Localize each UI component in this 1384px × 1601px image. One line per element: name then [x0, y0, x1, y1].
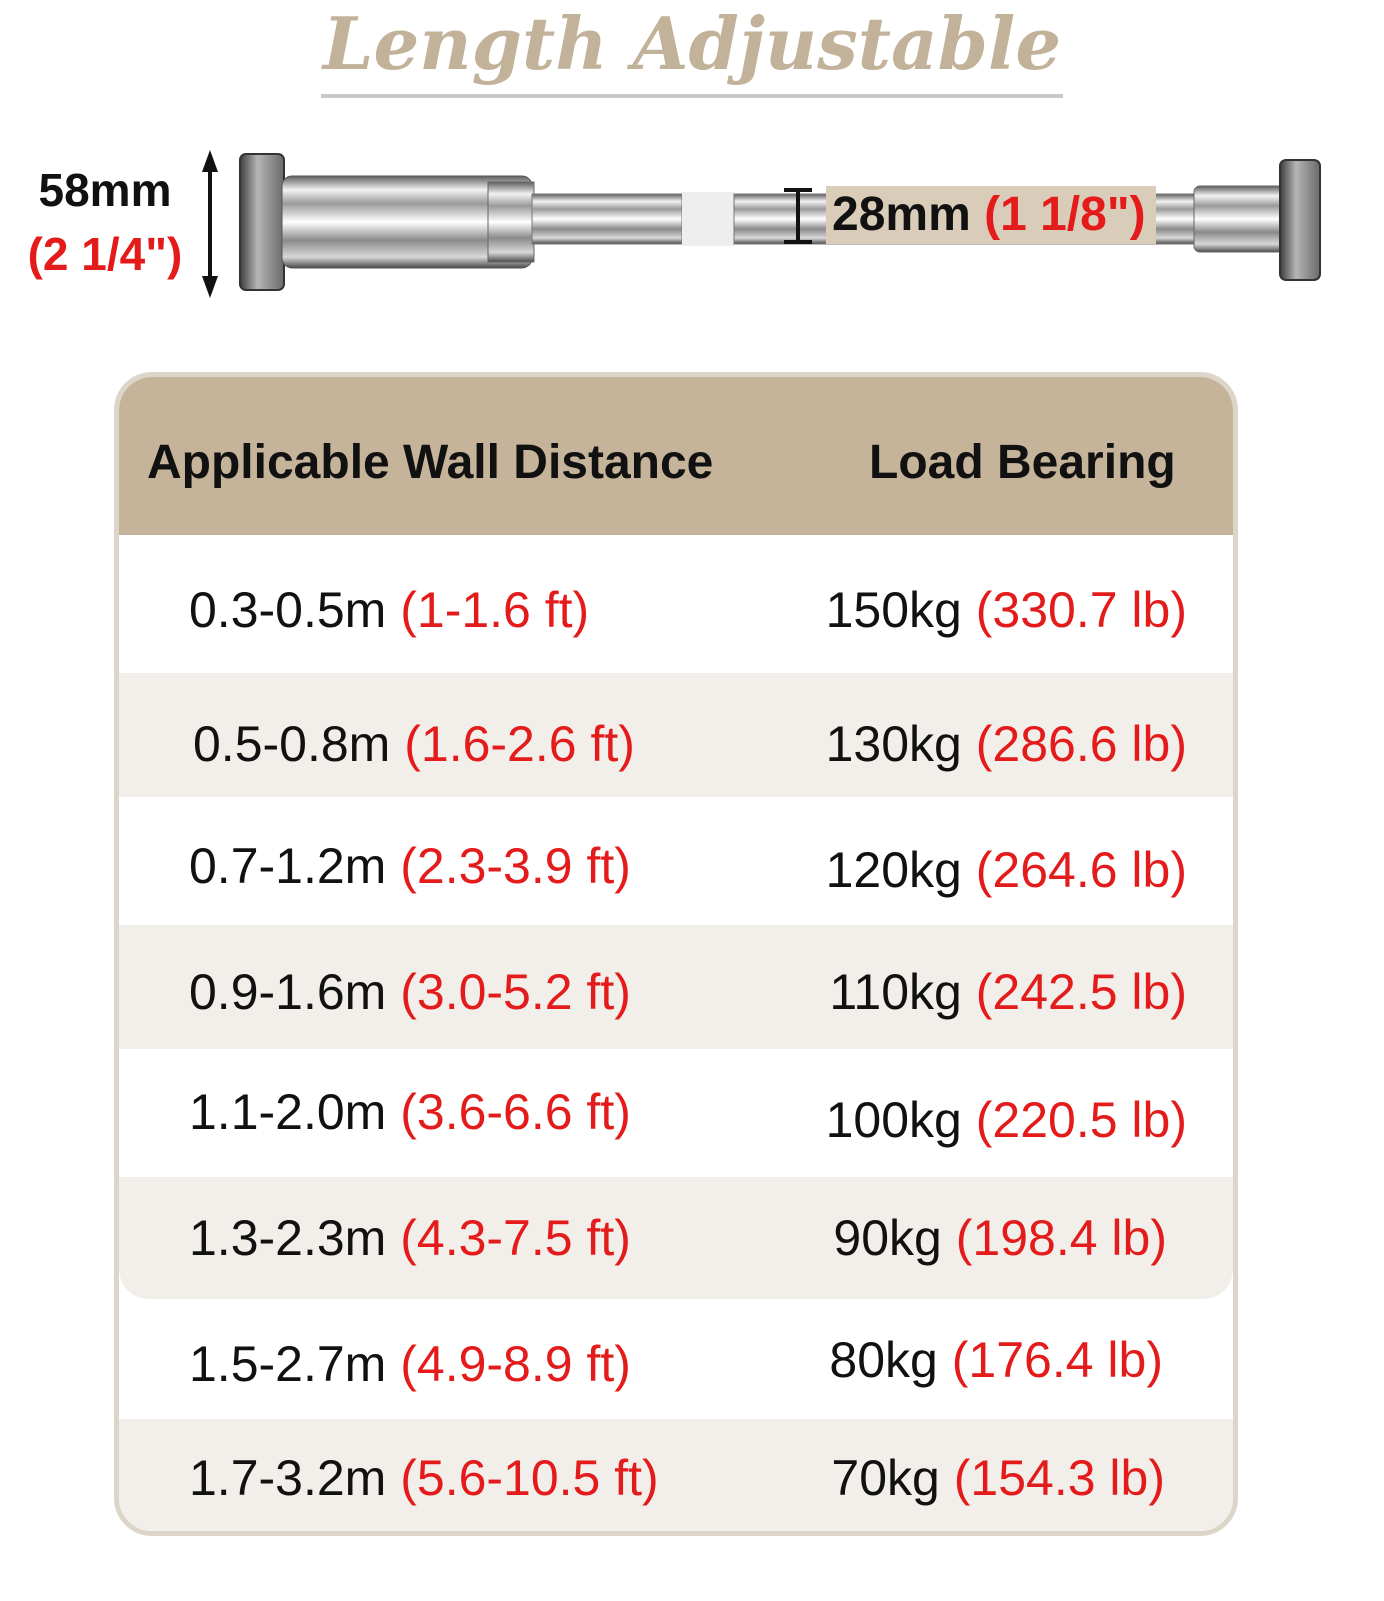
header-load-bearing: Load Bearing [869, 436, 1176, 489]
spec-table [114, 372, 1238, 1536]
distance-cell: 0.5-0.8m (1.6-2.6 ft) [193, 716, 635, 772]
outer-diameter-label [20, 158, 190, 286]
page-title: Length Adjustable [321, 0, 1063, 98]
load-cell: 70kg (154.3 lb) [831, 1450, 1165, 1506]
inner-diameter-inch: (1 1/8") [984, 188, 1146, 241]
outer-diameter-mm: 58mm [38, 164, 172, 216]
distance-cell: 1.3-2.3m (4.3-7.5 ft) [189, 1210, 631, 1266]
load-cell: 100kg (220.5 lb) [825, 1092, 1187, 1148]
vertical-double-arrow-icon [200, 150, 220, 298]
distance-cell: 0.3-0.5m (1-1.6 ft) [189, 582, 590, 638]
load-cell: 150kg (330.7 lb) [825, 582, 1187, 638]
load-cell: 130kg (286.6 lb) [825, 716, 1187, 772]
load-cell: 110kg (242.5 lb) [829, 964, 1187, 1020]
title-block [0, 0, 1384, 98]
pull-up-bar-illustration [236, 148, 1326, 298]
outer-diameter-inch: (2 1/4") [27, 228, 183, 280]
inner-diameter-label [826, 186, 1156, 244]
distance-cell: 0.9-1.6m (3.0-5.2 ft) [189, 964, 631, 1020]
table-row [119, 673, 1233, 797]
distance-cell: 1.5-2.7m (4.9-8.9 ft) [189, 1336, 631, 1392]
table-row [119, 1419, 1233, 1536]
distance-cell: 1.1-2.0m (3.6-6.6 ft) [189, 1084, 631, 1140]
load-cell: 120kg (264.6 lb) [825, 842, 1187, 898]
table-row [119, 925, 1233, 1049]
distance-cell: 0.7-1.2m (2.3-3.9 ft) [189, 838, 631, 894]
load-cell: 90kg (198.4 lb) [833, 1210, 1167, 1266]
table-row [119, 1299, 1233, 1419]
table-row [119, 1177, 1233, 1299]
table-row [119, 1049, 1233, 1177]
table-header [119, 377, 1233, 535]
load-cell: 80kg (176.4 lb) [829, 1332, 1163, 1388]
table-row [119, 797, 1233, 925]
header-wall-distance: Applicable Wall Distance [147, 436, 714, 489]
table-row [119, 535, 1233, 673]
inner-diameter-mm: 28mm [832, 188, 971, 241]
distance-cell: 1.7-3.2m (5.6-10.5 ft) [189, 1450, 659, 1506]
